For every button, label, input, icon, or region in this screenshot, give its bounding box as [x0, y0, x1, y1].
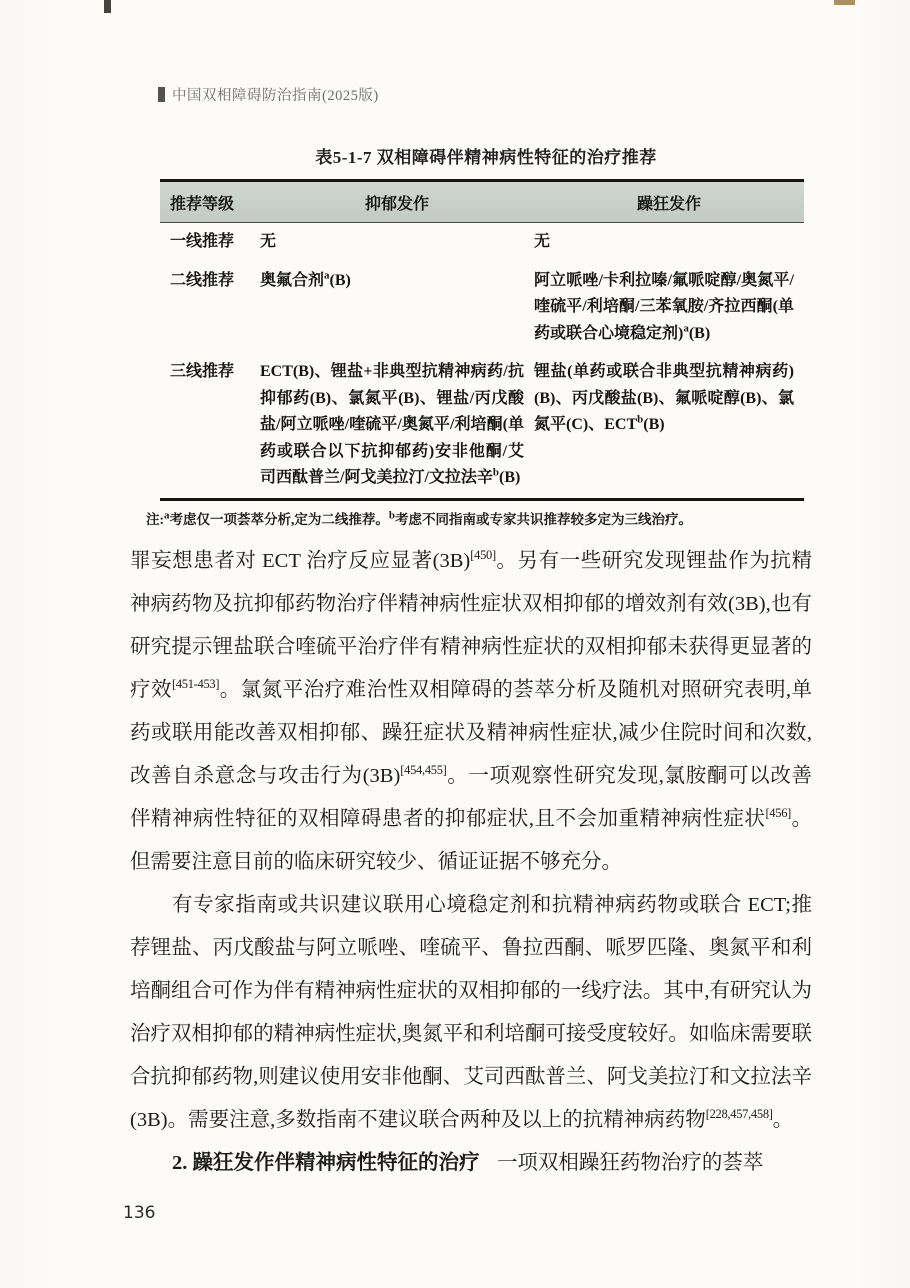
footnote-text: 注: — [146, 511, 164, 527]
header-bar-icon — [158, 87, 165, 102]
citation-reference: [450] — [470, 547, 496, 562]
citation-reference: [454,455] — [400, 762, 447, 777]
footnote-text: 考虑仅一项荟萃分析,定为二线推荐。 — [169, 511, 389, 527]
citation-reference: [456] — [765, 805, 792, 820]
footnote-marker: b — [637, 413, 644, 426]
cell-depression — [260, 359, 534, 492]
cell-mania — [534, 229, 804, 256]
footnote-text: 考虑不同指南或专家共识推荐较多定为三线治疗。 — [395, 511, 692, 527]
cell-text: (B) — [643, 416, 665, 433]
table-row-third-line — [160, 353, 804, 498]
table-title: 表5-1-7 双相障碍伴精神病性特征的治疗推荐 — [315, 148, 657, 167]
running-header — [158, 84, 379, 105]
cell-text: 锂盐(单药或联合非典型抗精神病药)(B)、丙戊酸盐(B)、氟哌啶醇(B)、氯氮平(C)、ECT — [534, 363, 794, 433]
cell-text: (B) — [329, 271, 351, 289]
footnote-marker: b — [492, 466, 500, 479]
row-level-label: 三线推荐 — [170, 363, 235, 380]
column-header-depression: 抑郁发作 — [364, 195, 429, 213]
cell-text: (B) — [499, 469, 521, 486]
scan-artifact-gold-mark — [834, 0, 855, 5]
footnote-marker: a — [683, 322, 689, 335]
table-row-second-line — [160, 262, 804, 354]
column-header-level: 推荐等级 — [170, 195, 235, 213]
cell-text: 阿立哌唑/卡利拉嗪/氟哌啶醇/奥氮平/喹硫平/利培酮/三苯氧胺/齐拉西酮(单药或联合心境稳定剂) — [534, 271, 794, 342]
cell-text: ECT(B)、锂盐+非典型抗精神病药/抗抑郁药(B)、氯氮平(B)、锂盐/丙戊酸盐/阿立哌唑/喹硫平/奥氮平/利培酮(单药或联合以下抗抑郁药)安非他酮/艾司西酞普兰/阿戈美拉汀/文拉法辛 — [260, 363, 524, 486]
table-row-first-line — [160, 223, 804, 262]
page-number: 136 — [123, 1203, 156, 1223]
paragraph-text: 。一项观察性研究发现,氯胺酮可以改善伴精神病性特征的双相障碍患者的抑郁症状,且不会加重精神病性症状 — [130, 764, 812, 830]
cell-depression — [260, 268, 534, 348]
citation-reference: [451-453] — [171, 676, 220, 691]
table-header-row — [160, 182, 804, 223]
scan-artifact-dark-mark — [104, 0, 111, 13]
page-content — [130, 143, 812, 1185]
section-heading: 2. 躁狂发作伴精神病性特征的治疗 — [172, 1151, 480, 1174]
treatment-recommendation-table — [160, 179, 804, 501]
paragraph-text: 一项双相躁狂药物治疗的荟萃 — [496, 1151, 764, 1174]
paragraph-text: 有专家指南或共识建议联用心境稳定剂和抗精神病药物或联合 ECT;推荐锂盐、丙戊酸盐与阿立哌唑、喹硫平、鲁拉西酮、哌罗匹隆、奥氮平和利培酮组合可作为伴有精神病性症状的双相抑郁的一线疗法。其中,有研究认为治疗双相抑郁的精神病性症状,奥氮平和利培酮可接受度较好。如临床需要联合抗抑郁药物,则建议使用安非他酮、艾司西酞普兰、阿戈美拉汀和文拉法辛(3B)。需要注意,多数指南不建议联合两种及以上的抗精神病药物 — [130, 893, 812, 1131]
paragraph-text: 。另有一些研究发现锂盐作为抗精神病药物及抗抑郁药物治疗伴精神病性症状双相抑郁的增效剂有效(3B),也有研究提示锂盐联合喹硫平治疗伴有精神病性症状的双相抑郁未获得更显著的疗效 — [130, 549, 812, 701]
cell-mania — [534, 359, 804, 492]
paragraph-text: 。 — [772, 1108, 794, 1131]
table-footnote — [146, 508, 812, 528]
body-paragraph-1 — [130, 540, 812, 884]
cell-text: 无 — [534, 233, 551, 250]
citation-reference: [228,457,458] — [705, 1106, 773, 1121]
paragraph-text: 。但需要注意目前的临床研究较少、循证证据不够充分。 — [130, 807, 813, 873]
running-header-title: 中国双相障碍防治指南(2025版) — [172, 88, 379, 104]
cell-depression — [260, 229, 534, 256]
footnote-marker: a — [324, 269, 330, 282]
cell-text: 奥氟合剂 — [260, 271, 325, 289]
column-header-mania: 躁狂发作 — [636, 195, 701, 213]
body-paragraph-2 — [130, 884, 812, 1142]
paragraph-text: 。氯氮平治疗难治性双相障碍的荟萃分析及随机对照研究表明,单药或联用能改善双相抑郁、躁狂症状及精神病性症状,减少住院时间和次数,改善自杀意念与攻击行为(3B) — [130, 678, 813, 787]
cell-text: (B) — [688, 324, 711, 342]
cell-text: 无 — [260, 233, 277, 250]
footnote-marker: b — [388, 509, 395, 521]
paragraph-text: 罪妄想患者对 ECT 治疗反应显著(3B) — [130, 549, 471, 572]
row-level-label: 二线推荐 — [170, 271, 235, 289]
body-paragraph-3 — [130, 1142, 812, 1185]
row-level-label: 一线推荐 — [170, 233, 235, 250]
footnote-marker: a — [164, 509, 170, 521]
cell-mania — [534, 268, 804, 348]
